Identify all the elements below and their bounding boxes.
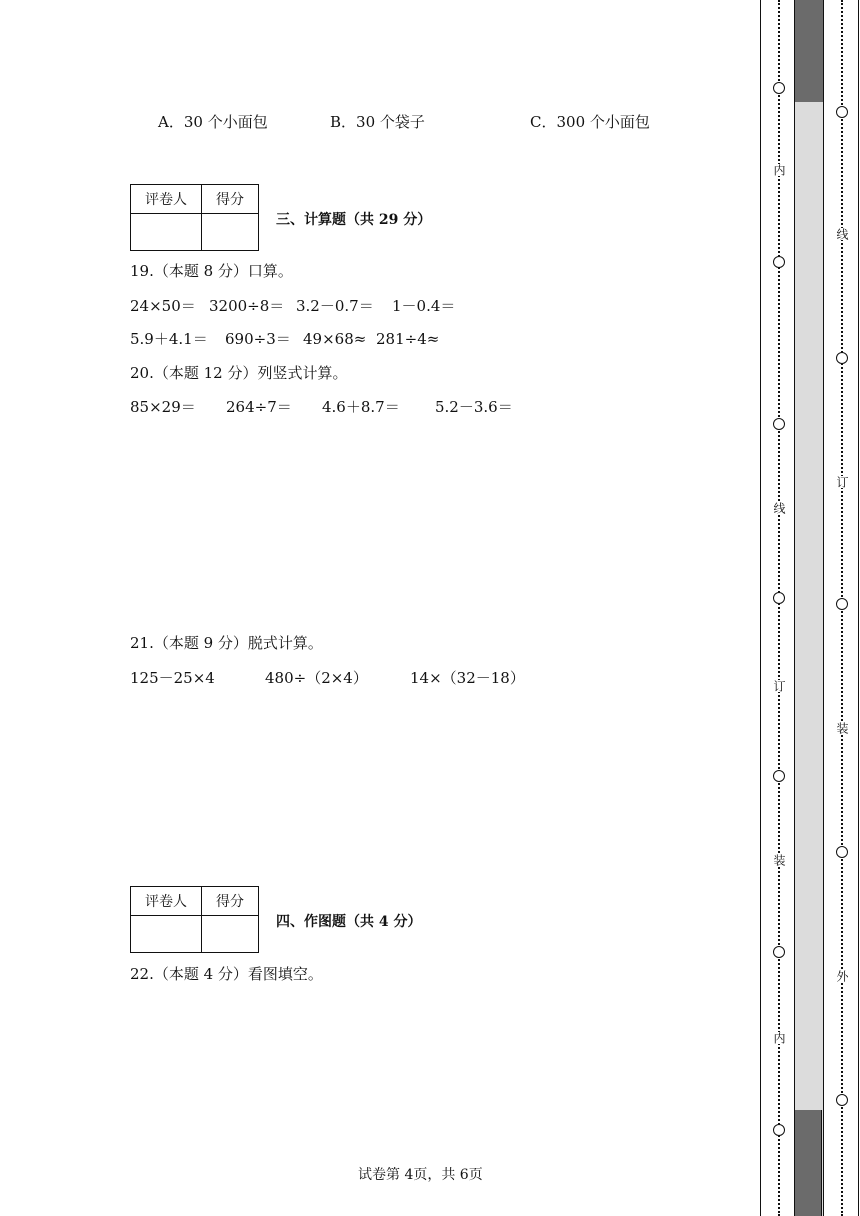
q20-item: 264÷7＝ [226, 398, 292, 416]
binding-char: 内 [772, 1032, 786, 1044]
score-cell [202, 214, 259, 251]
q22-label: 22.（本题 4 分）看图填空。 [130, 965, 323, 983]
dark-band-bottom [794, 1110, 822, 1216]
q21-item: 125－25×4 [130, 669, 215, 687]
grader-cell [131, 214, 202, 251]
binding-hole [773, 592, 785, 604]
score-box-section3 [130, 184, 259, 251]
score-box-section4 [130, 886, 259, 953]
binding-hole [773, 418, 785, 430]
q20-item: 4.6＋8.7＝ [322, 398, 400, 416]
section3-title: 三、计算题（共 29 分） [276, 212, 432, 228]
q19-item: 3200÷8＝ [209, 297, 285, 315]
q19-item: 1－0.4＝ [392, 297, 456, 315]
binding-char: 外 [835, 970, 849, 982]
q20-item: 85×29＝ [130, 398, 196, 416]
binding-hole [773, 770, 785, 782]
binding-hole [773, 82, 785, 94]
q19-item: 690÷3＝ [225, 330, 291, 348]
binding-hole [836, 598, 848, 610]
binding-hole [836, 846, 848, 858]
grader-label: 评卷人 [131, 887, 202, 916]
grader-cell [131, 916, 202, 953]
q19-item: 281÷4≈ [376, 330, 440, 348]
binding-hole [773, 946, 785, 958]
dark-band-top [794, 0, 824, 102]
option-a: A．30 个小面包 [158, 113, 268, 131]
binding-hole [773, 256, 785, 268]
option-c: C．300 个小面包 [530, 113, 650, 131]
binding-hole [836, 352, 848, 364]
binding-char: 装 [835, 722, 849, 734]
binding-char: 订 [772, 680, 786, 692]
section4-title: 四、作图题（共 4 分） [276, 914, 422, 930]
score-cell [202, 916, 259, 953]
binding-hole [836, 1094, 848, 1106]
q19-item: 24×50＝ [130, 297, 196, 315]
q19-label: 19.（本题 8 分）口算。 [130, 262, 293, 280]
grey-band [794, 0, 824, 1216]
binding-hole [773, 1124, 785, 1136]
strip-border-right [858, 0, 859, 1216]
q21-item: 14×（32－18） [410, 669, 525, 687]
q20-label: 20.（本题 12 分）列竖式计算。 [130, 364, 348, 382]
binding-char: 装 [772, 854, 786, 866]
binding-char: 订 [835, 476, 849, 488]
page-footer: 试卷第 4页，共 6页 [358, 1167, 483, 1183]
binding-char: 线 [835, 228, 849, 240]
q19-item: 3.2－0.7＝ [296, 297, 374, 315]
score-label: 得分 [202, 185, 259, 214]
q19-item: 49×68≈ [303, 330, 367, 348]
q19-item: 5.9＋4.1＝ [130, 330, 208, 348]
q20-item: 5.2－3.6＝ [435, 398, 513, 416]
q21-item: 480÷（2×4） [265, 669, 368, 687]
binding-char: 内 [772, 164, 786, 176]
q21-label: 21.（本题 9 分）脱式计算。 [130, 634, 323, 652]
grader-label: 评卷人 [131, 185, 202, 214]
binding-hole [836, 106, 848, 118]
option-b: B．30 个袋子 [330, 113, 425, 131]
binding-char: 线 [772, 502, 786, 514]
score-label: 得分 [202, 887, 259, 916]
strip-border-left [760, 0, 761, 1216]
